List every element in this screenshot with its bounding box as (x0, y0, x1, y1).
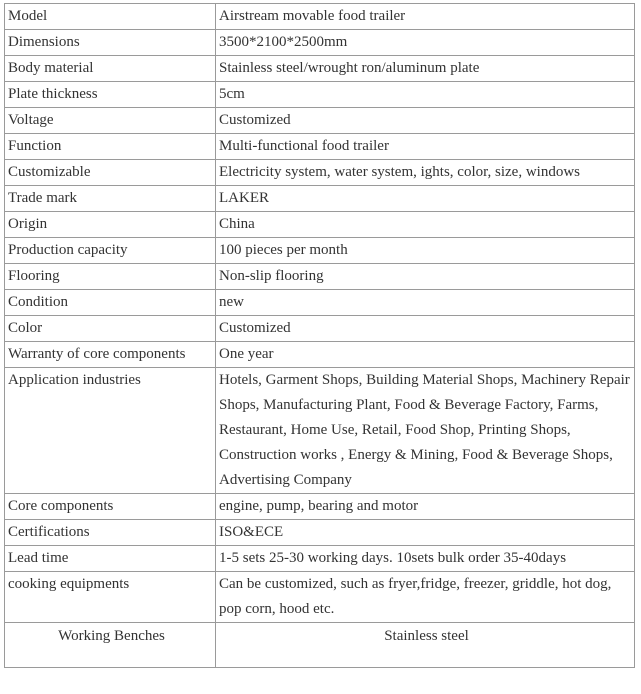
row-value: Can be customized, such as fryer,fridge, freezer, griddle, hot dog, pop corn, hood etc. (216, 572, 635, 623)
row-label: Model (5, 4, 216, 30)
table-row (5, 546, 635, 572)
row-label: Trade mark (5, 186, 216, 212)
table-row (5, 494, 635, 520)
table-row (5, 238, 635, 264)
row-label: Application industries (5, 368, 216, 494)
table-row (5, 572, 635, 623)
row-label: Body material (5, 56, 216, 82)
table-row (5, 520, 635, 546)
table-row (5, 82, 635, 108)
table-row (5, 134, 635, 160)
row-label: Plate thickness (5, 82, 216, 108)
table-row (5, 4, 635, 30)
row-value: 1-5 sets 25-30 working days. 10sets bulk order 35-40days (216, 546, 635, 572)
row-value: Stainless steel/wrought ron/aluminum plate (216, 56, 635, 82)
row-value: new (216, 290, 635, 316)
row-label: Core components (5, 494, 216, 520)
row-label: Color (5, 316, 216, 342)
row-value: 5cm (216, 82, 635, 108)
row-value: engine, pump, bearing and motor (216, 494, 635, 520)
row-label: Function (5, 134, 216, 160)
table-row (5, 186, 635, 212)
table-row (5, 160, 635, 186)
row-value: Stainless steel (216, 623, 635, 668)
table-row (5, 290, 635, 316)
row-label: Warranty of core components (5, 342, 216, 368)
table-row (5, 316, 635, 342)
row-value: Airstream movable food trailer (216, 4, 635, 30)
table-row (5, 264, 635, 290)
row-value: Non-slip flooring (216, 264, 635, 290)
table-row (5, 342, 635, 368)
row-value: Customized (216, 108, 635, 134)
table-row (5, 212, 635, 238)
row-value: 3500*2100*2500mm (216, 30, 635, 56)
table-row (5, 108, 635, 134)
row-label: Certifications (5, 520, 216, 546)
row-label: Working Benches (5, 623, 216, 668)
row-label: cooking equipments (5, 572, 216, 623)
table-row (5, 623, 635, 668)
row-label: Dimensions (5, 30, 216, 56)
row-label: Flooring (5, 264, 216, 290)
row-value: One year (216, 342, 635, 368)
row-label: Lead time (5, 546, 216, 572)
table-row (5, 30, 635, 56)
row-label: Origin (5, 212, 216, 238)
row-value: ISO&ECE (216, 520, 635, 546)
row-value: LAKER (216, 186, 635, 212)
table-row (5, 56, 635, 82)
row-label: Voltage (5, 108, 216, 134)
table-row (5, 368, 635, 494)
spec-table (4, 3, 635, 668)
row-value: Multi-functional food trailer (216, 134, 635, 160)
row-value: China (216, 212, 635, 238)
row-value: Hotels, Garment Shops, Building Material Shops, Machinery Repair Shops, Manufacturing Plant, Food & Beverage Factory, Farms, Restaurant, Home Use, Retail, Food Shop, Printing Shops, Construction works , Energy & Mining, Food & Beverage Shops, Advertising Company (216, 368, 635, 494)
row-label: Customizable (5, 160, 216, 186)
row-label: Condition (5, 290, 216, 316)
row-label: Production capacity (5, 238, 216, 264)
row-value: 100 pieces per month (216, 238, 635, 264)
row-value: Electricity system, water system, ights, color, size, windows (216, 160, 635, 186)
row-value: Customized (216, 316, 635, 342)
